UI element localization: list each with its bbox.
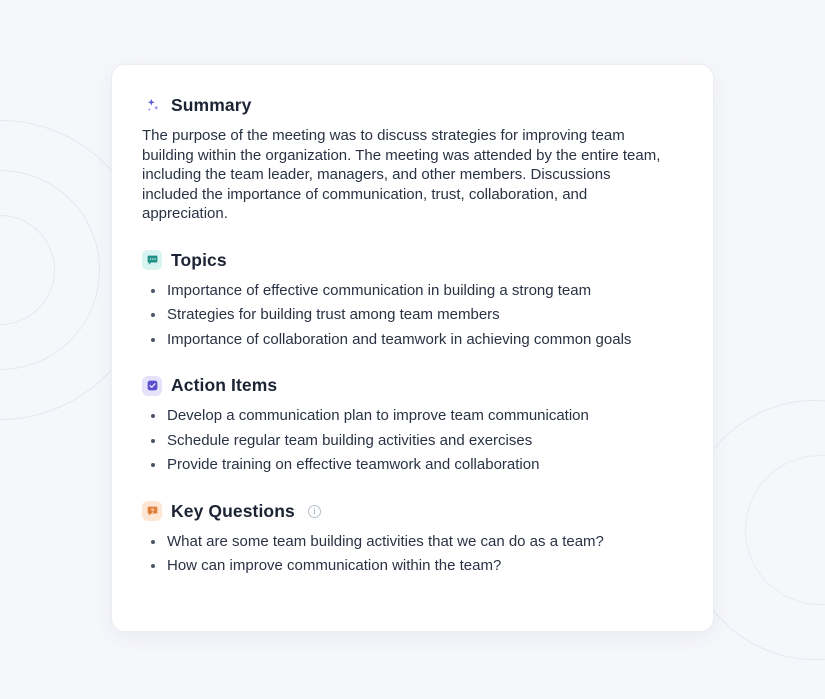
section-header-action-items xyxy=(142,375,683,396)
section-header-key-questions xyxy=(142,501,683,522)
decorative-ring xyxy=(0,215,55,325)
section-title: Topics xyxy=(171,249,227,270)
section-title: Summary xyxy=(171,95,252,115)
section-summary xyxy=(142,95,683,224)
section-header-summary xyxy=(142,95,683,116)
summary-paragraph: The purpose of the meeting was to discuss strategies for improving team building within the organization. The meeting was attended by the entire team, including the team leader, managers, and other members. Discussions included the importance of communication, trust, collaboration, and appreciation. xyxy=(142,127,661,223)
list-item: Schedule regular team building activities and exercises xyxy=(142,431,667,451)
question-bubble-icon xyxy=(142,501,162,521)
section-header-topics xyxy=(142,250,683,271)
decorative-ring xyxy=(0,170,100,370)
sparkle-icon xyxy=(142,96,162,116)
checkbox-icon xyxy=(142,376,162,396)
topics-list xyxy=(142,281,683,350)
list-item: Strategies for building trust among team members xyxy=(142,305,667,325)
meeting-notes-card xyxy=(111,64,714,632)
list-item: How can improve communication within the team? xyxy=(142,556,667,576)
decorative-ring xyxy=(745,455,825,605)
list-item: Importance of effective communication in building a strong team xyxy=(142,281,667,301)
chat-bubble-icon xyxy=(142,250,162,270)
info-icon[interactable]: i xyxy=(308,505,321,518)
section-action-items xyxy=(142,375,683,475)
section-topics xyxy=(142,250,683,350)
section-key-questions xyxy=(142,501,683,576)
section-title: Action Items xyxy=(171,375,278,396)
list-item: Importance of collaboration and teamwork in achieving common goals xyxy=(142,330,667,350)
list-item: Develop a communication plan to improve team communication xyxy=(142,406,667,426)
list-item: Provide training on effective teamwork and collaboration xyxy=(142,455,667,475)
section-title: Key Questions xyxy=(171,500,295,521)
list-item: What are some team building activities that we can do as a team? xyxy=(142,532,667,552)
action-items-list xyxy=(142,406,683,475)
key-questions-list xyxy=(142,532,683,576)
